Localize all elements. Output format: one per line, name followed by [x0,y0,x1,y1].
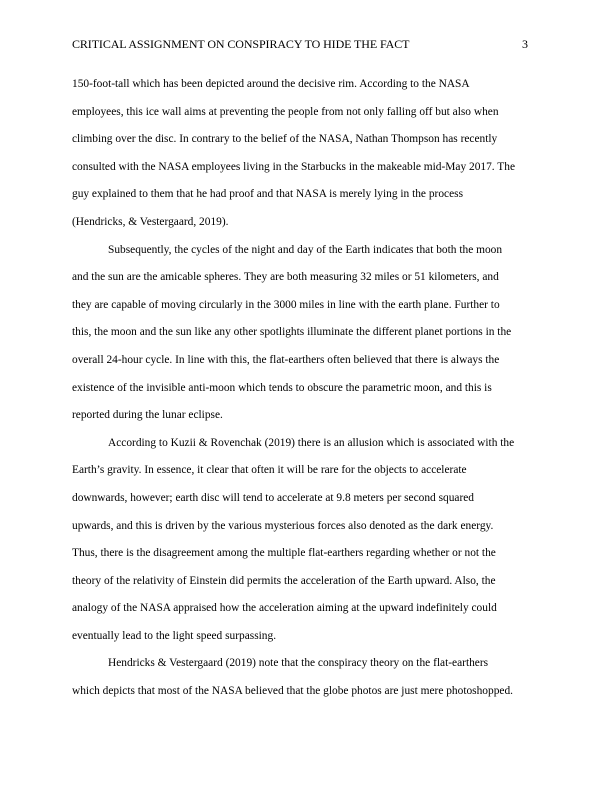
text-line: theory of the relativity of Einstein did permits the acceleration of the Earth upward. Also, the [72,574,496,587]
text-line: Hendricks & Vestergaard (2019) note that the conspiracy theory on the flat-earthers [108,657,489,670]
text-line: overall 24-hour cycle. In line with this, the flat-earthers often believed that there is always the [72,353,500,366]
text-line: guy explained to them that he had proof and that NASA is merely lying in the process [72,188,463,201]
paragraph [72,650,540,705]
text-line: analogy of the NASA appraised how the acceleration aiming at the upward indefinitely could [72,602,497,615]
page-number: 3 [522,37,528,51]
text-line: reported during the lunar eclipse. [72,409,223,422]
text-line: employees, this ice wall aims at preventing the people from not only falling off but also when [72,105,499,118]
text-line: consulted with the NASA employees living in the Starbucks in the makeable mid-May 2017. The [72,160,515,173]
paragraph [72,430,540,651]
running-head: CRITICAL ASSIGNMENT ON CONSPIRACY TO HIDE THE FACT [72,37,410,51]
text-line: Earth’s gravity. In essence, it clear that often it will be rare for the objects to accelerate [72,464,467,477]
text-line: climbing over the disc. In contrary to the belief of the NASA, Nathan Thompson has recently [72,133,498,146]
page-header [72,36,540,52]
text-line: According to Kuzii & Rovenchak (2019) there is an allusion which is associated with the [108,436,515,449]
text-line: they are capable of moving circularly in the 3000 miles in line with the earth plane. Further to [72,298,500,311]
paragraph [72,71,540,237]
text-line: upwards, and this is driven by the various mysterious forces also denoted as the dark energy. [72,519,494,532]
text-line: Subsequently, the cycles of the night and day of the Earth indicates that both the moon [108,243,503,256]
body-text [72,71,540,706]
text-line: Thus, there is the disagreement among the multiple flat-earthers regarding whether or not the [72,547,496,560]
paragraph [72,237,540,430]
text-line: 150-foot-tall which has been depicted around the decisive rim. According to the NASA [72,78,470,90]
text-line: and the sun are the amicable spheres. They are both measuring 32 miles or 51 kilometers, and [72,271,499,284]
text-line: eventually lead to the light speed surpassing. [72,629,277,642]
text-line: which depicts that most of the NASA believed that the globe photos are just mere photoshopped. [72,685,513,698]
text-line: downwards, however; earth disc will tend to accelerate at 9.8 meters per second squared [72,491,474,504]
text-line: (Hendricks, & Vestergaard, 2019). [72,215,229,228]
text-line: this, the moon and the sun like any other spotlights illuminate the different planet portions in the [72,326,512,339]
text-line: existence of the invisible anti-moon which tends to obscure the parametric moon, and this is [72,381,492,394]
